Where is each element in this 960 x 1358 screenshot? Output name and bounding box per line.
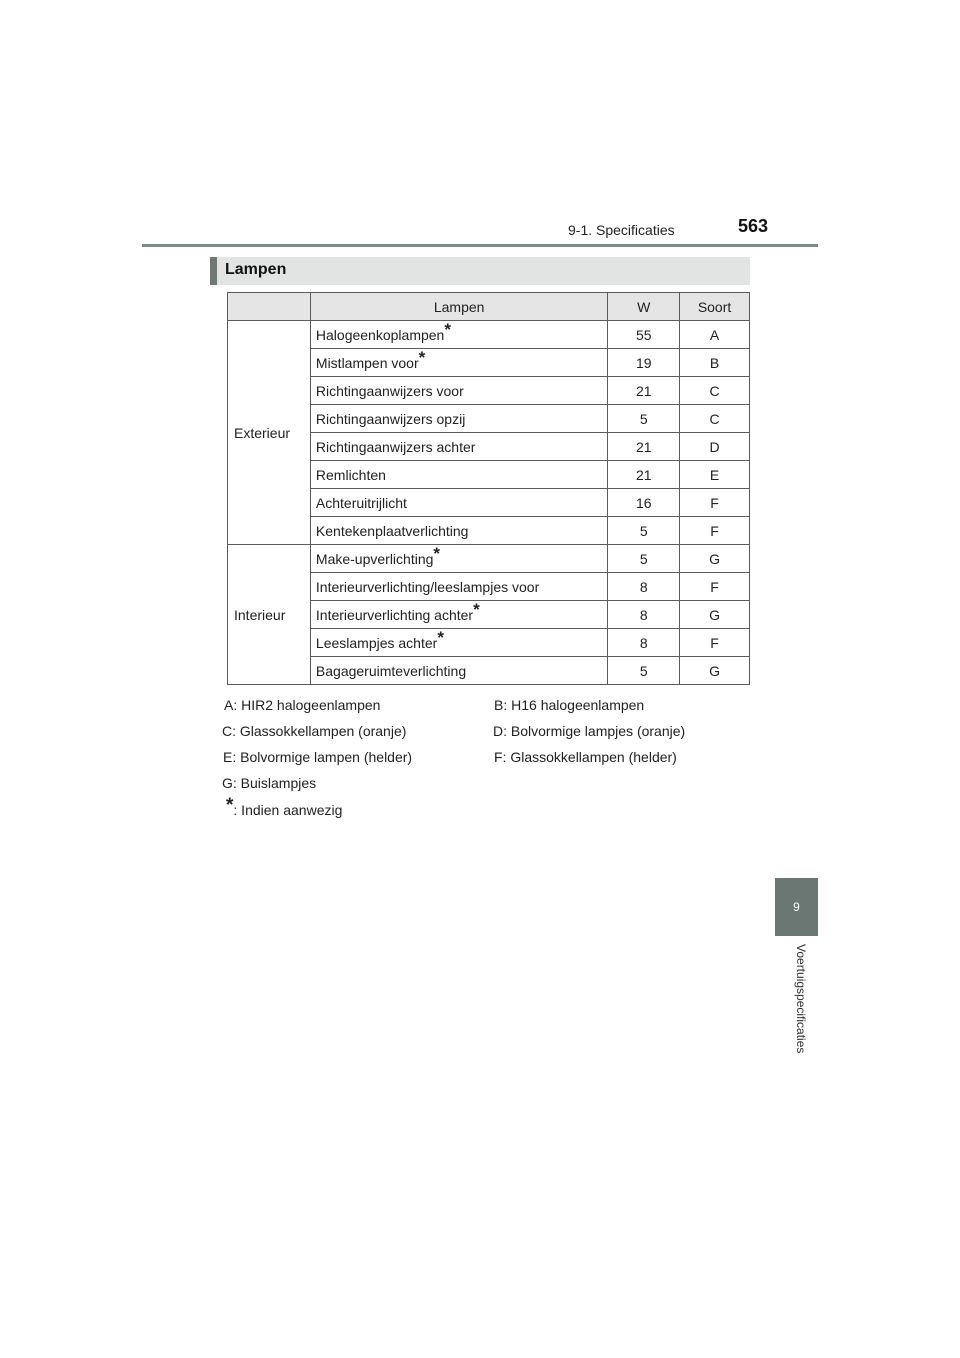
lamp-name: Richtingaanwijzers achter (315, 438, 476, 455)
lamp-name-cell (310, 349, 607, 377)
type-cell: G (680, 657, 750, 685)
section-header: 9-1. Specificaties (568, 222, 675, 238)
wattage-cell: 8 (608, 629, 680, 657)
table-header-row (228, 293, 750, 321)
legend-g: G: Buislampjes (222, 775, 317, 791)
lamp-name: Leeslampjes achter (315, 634, 438, 651)
legend-f: F: Glassokkellampen (helder) (494, 749, 677, 765)
type-cell: B (680, 349, 750, 377)
wattage-cell: 21 (608, 377, 680, 405)
lamp-name: Kentekenplaatverlichting (315, 522, 469, 539)
lamp-name: Mistlampen voor (315, 354, 419, 371)
wattage-cell: 21 (608, 433, 680, 461)
lamp-name-cell (310, 405, 607, 433)
section-accent (210, 257, 217, 285)
page-number: 563 (738, 216, 769, 236)
lamp-name: Interieurverlichting achter (315, 606, 474, 623)
chapter-tab (775, 878, 818, 936)
lamp-name-cell (310, 489, 607, 517)
legend-d: D: Bolvormige lampjes (oranje) (493, 723, 686, 739)
footnote-text: : Indien aanwezig (233, 802, 343, 818)
wattage-cell: 5 (608, 517, 680, 545)
optional-star: * (437, 627, 444, 647)
section-title-bar (210, 257, 750, 285)
wattage-cell: 16 (608, 489, 680, 517)
lamp-name-cell (310, 629, 607, 657)
lamp-name-cell (310, 545, 607, 573)
lamp-name-cell (310, 433, 607, 461)
chapter-number: 9 (793, 900, 800, 914)
type-cell: F (680, 489, 750, 517)
lamp-name-cell (310, 573, 607, 601)
type-cell: F (680, 517, 750, 545)
lamp-name: Richtingaanwijzers voor (315, 382, 464, 399)
type-cell: F (680, 629, 750, 657)
footnote-star: * (226, 795, 234, 816)
wattage-cell: 8 (608, 573, 680, 601)
lamp-name: Halogeenkoplampen (315, 326, 445, 343)
wattage-cell: 19 (608, 349, 680, 377)
group-label: Interieur (228, 545, 311, 685)
wattage-cell: 8 (608, 601, 680, 629)
group-label: Exterieur (228, 321, 311, 545)
optional-star: * (418, 347, 426, 367)
lamp-name: Remlichten (315, 466, 386, 483)
table-row (228, 321, 750, 349)
optional-star: * (444, 319, 451, 339)
column-header-w: W (608, 293, 680, 321)
lamp-name: Make-upverlichting (315, 550, 434, 567)
wattage-cell: 55 (608, 321, 680, 349)
type-cell: A (680, 321, 750, 349)
lamp-name: Bagageruimteverlichting (315, 662, 467, 679)
legend-c: C: Glassokkellampen (oranje) (222, 723, 407, 739)
type-cell: D (680, 433, 750, 461)
section-title: Lampen (225, 261, 287, 278)
footnote (226, 795, 343, 821)
lamp-name-cell (310, 601, 607, 629)
column-header-lamps: Lampen (310, 293, 607, 321)
table-body (228, 321, 750, 685)
type-cell: G (680, 601, 750, 629)
chapter-label: Voertuigspecificaties (794, 944, 808, 1054)
lamp-name: Interieurverlichting/leeslampjes voor (315, 578, 540, 595)
lamp-name: Achteruitrijlicht (315, 494, 407, 511)
optional-star: * (433, 543, 441, 563)
type-cell: C (680, 377, 750, 405)
lamps-table (227, 292, 750, 685)
header-rule (142, 244, 818, 247)
column-header-type: Soort (680, 293, 750, 321)
legend-a: A: HIR2 halogeenlampen (224, 697, 381, 713)
type-cell: G (680, 545, 750, 573)
wattage-cell: 5 (608, 405, 680, 433)
type-cell: F (680, 573, 750, 601)
legend-e: E: Bolvormige lampen (helder) (223, 749, 413, 765)
lamp-name-cell (310, 461, 607, 489)
legend-b: B: H16 halogeenlampen (494, 697, 645, 713)
wattage-cell: 5 (608, 545, 680, 573)
lamp-name-cell (310, 321, 607, 349)
optional-star: * (473, 599, 480, 619)
wattage-cell: 21 (608, 461, 680, 489)
wattage-cell: 5 (608, 657, 680, 685)
lamp-name-cell (310, 517, 607, 545)
type-cell: E (680, 461, 750, 489)
lamp-name: Richtingaanwijzers opzij (315, 410, 466, 427)
type-cell: C (680, 405, 750, 433)
lamp-name-cell (310, 657, 607, 685)
column-header (228, 293, 311, 321)
table-row (228, 545, 750, 573)
lamp-name-cell (310, 377, 607, 405)
